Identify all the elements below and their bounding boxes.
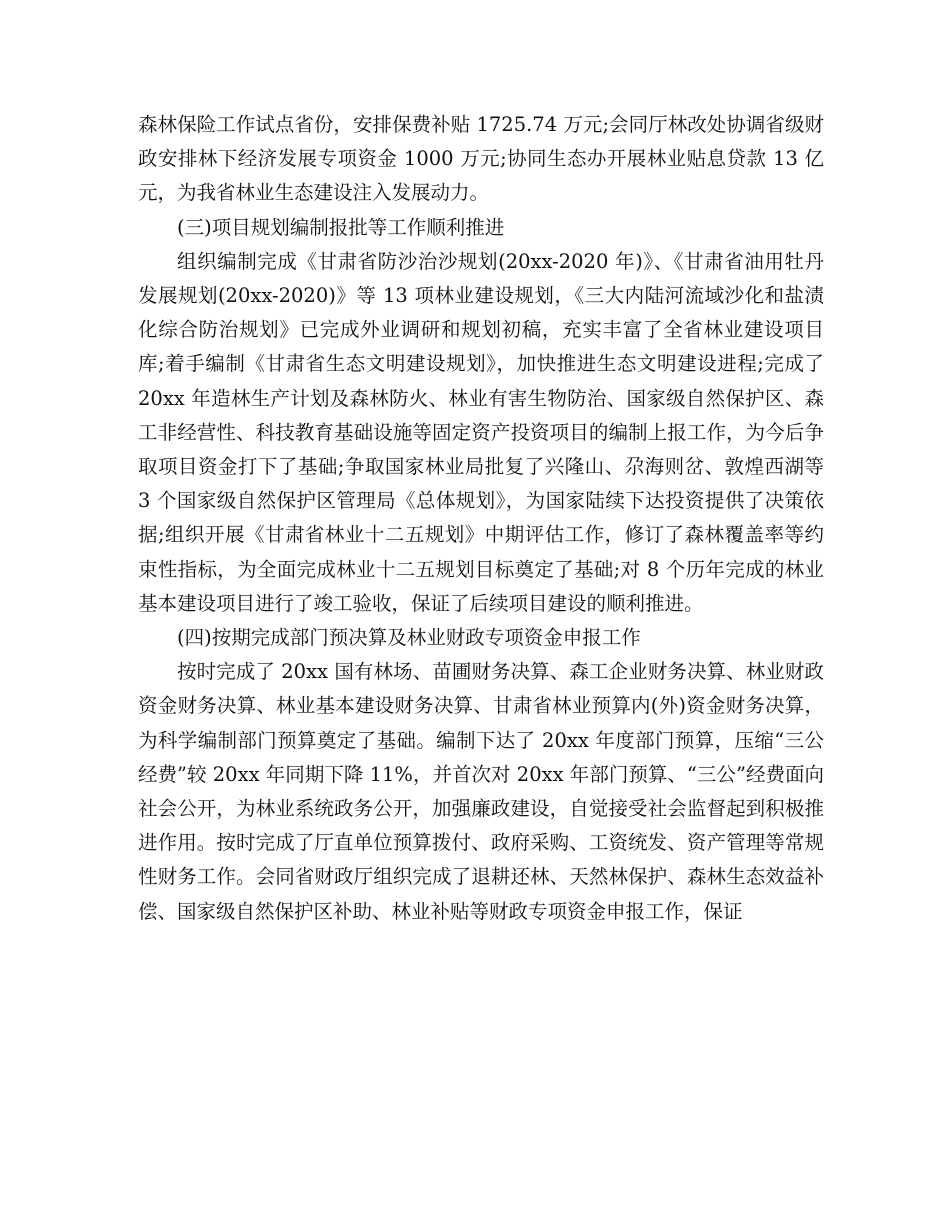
paragraph-insurance-subsidy: 森林保险工作试点省份，安排保费补贴 1725.74 万元;会同厅林改处协调省级财政安排林下经济发展专项资金 1000 万元;协同生态办开展林业贴息贷款 13 亿元，为我省林业生态建设注入发展动力。: [138, 113, 824, 205]
paragraph-project-planning: 组织编制完成《甘肃省防沙治沙规划(20xx-2020 年)》、《甘肃省油用牡丹发展规划(20xx-2020)》等 13 项林业建设规划，《三大内陆河流域沙化和盐渍化综合防治规划》已完成外业调研和规划初稿，充实丰富了全省林业建设项目库;着手编制《甘肃省生态文明建设规划》，加快推进生态文明建设进程;完成了 20xx 年造林生产计划及森林防火、林业有害生物防治、国家级自然保护区、森工非经营性、科技教育基础设施等固定资产投资项目的编制上报工作，为今后争取项目资金打下了基础;争取国家林业局批复了兴隆山、尕海则岔、敦煌西湖等 3 个国家级自然保护区管理局《总体规划》，为国家陆续下达投资提供了决策依据;组织开展《甘肃省林业十二五规划》中期评估工作，修订了森林覆盖率等约束性指标，为全面完成林业十二五规划目标奠定了基础;对 8 个历年完成的林业基本建设项目进行了竣工验收，保证了后续项目建设的顺利推进。: [138, 249, 824, 615]
section-heading-budget-reporting: (四)按期完成部门预决算及林业财政专项资金申报工作: [177, 626, 641, 650]
paragraph-budget-reporting: 按时完成了 20xx 国有林场、苗圃财务决算、森工企业财务决算、林业财政资金财务决算、林业基本建设财务决算、甘肃省林业预算内(外)资金财务决算，为科学编制部门预算奠定了基础。编制下达了 20xx 年度部门预算，压缩“三公经费”较 20xx 年同期下降 11%，并首次对 20xx 年部门预算、“三公”经费面向社会公开，为林业系统政务公开，加强廉政建设，自觉接受社会监督起到积极推进作用。按时完成了厅直单位预算拨付、政府采购、工资统发、资产管理等常规性财务工作。会同省财政厅组织完成了退耕还林、天然林保护、森林生态效益补偿、国家级自然保护区补助、林业补贴等财政专项资金申报工作，保证: [138, 660, 824, 923]
document-page: [138, 108, 824, 929]
section-heading-project-planning: (三)项目规划编制报批等工作顺利推进: [177, 215, 505, 239]
